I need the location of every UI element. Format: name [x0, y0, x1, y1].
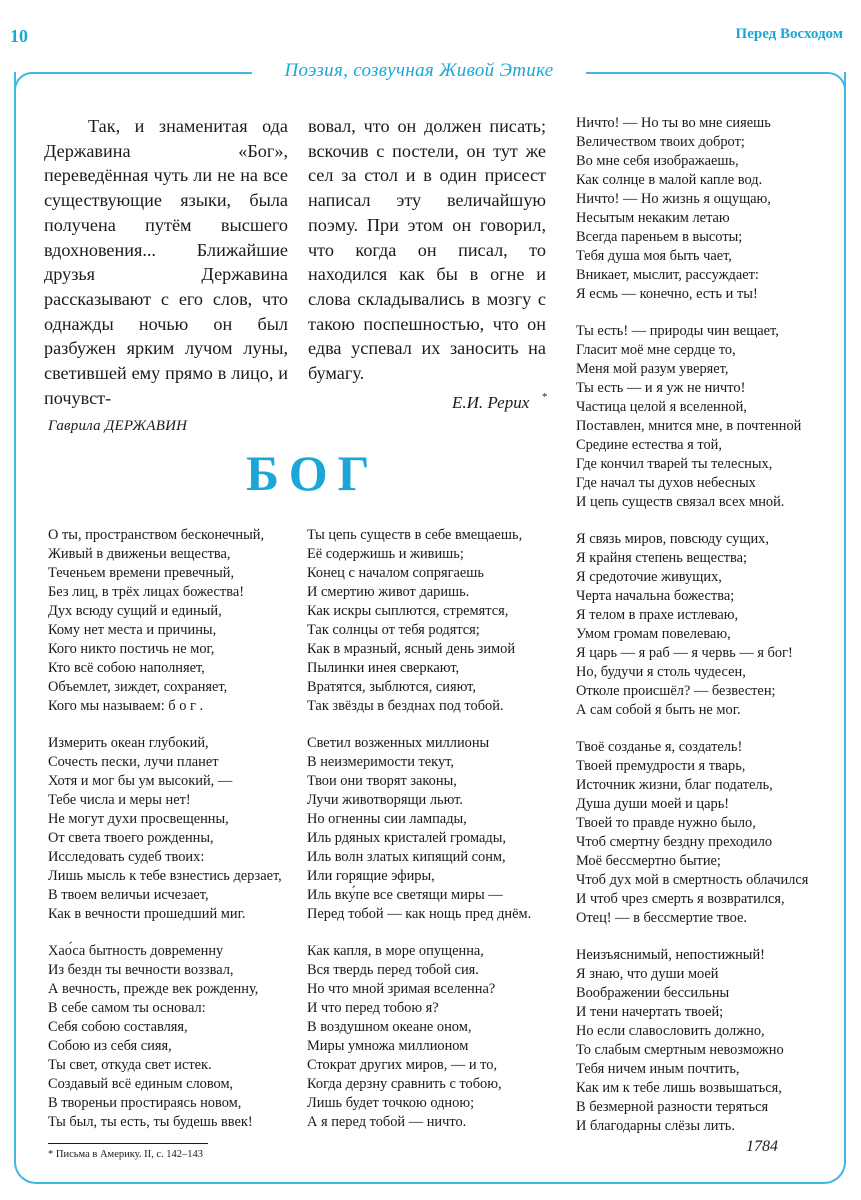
poem-author: Гаврила ДЕРЖАВИН	[48, 418, 188, 434]
poem-line: Исследовать судеб твоих:	[48, 849, 205, 865]
poem-line: Измерить океан глубокий,	[48, 735, 209, 751]
poem-line: Душа души моей и царь!	[576, 796, 730, 812]
poem-line: Гласит моё мне сердце то,	[576, 342, 736, 358]
poem-line: Её содержишь и живишь;	[307, 546, 464, 562]
poem-line: Средине естества я той,	[576, 437, 722, 453]
poem-stanza	[576, 530, 793, 720]
poem-line: Кто всё собою наполняет,	[48, 660, 205, 676]
poem-stanza	[307, 526, 522, 716]
poem-line: Чтоб дух мой в смертность облачился	[576, 872, 809, 888]
poem-line: То слабым смертным невозможно	[576, 1042, 784, 1058]
poem-line: И смертию живот даришь.	[307, 584, 470, 600]
poem-line: Я есмь — конечно, есть и ты!	[576, 286, 758, 302]
intro-signature: Е.И. Рерих	[452, 393, 530, 412]
poem-line: В воздушном океане оном,	[307, 1019, 472, 1035]
poem-stanza	[48, 942, 258, 1132]
poem-line: Отколе происшёл? — безвестен;	[576, 683, 776, 699]
section-title: Поэзия, созвучная Живой Этике	[252, 60, 586, 82]
poem-line: Лишь мысль к тебе взнестись дерзает,	[48, 868, 282, 884]
poem-line: Но если славословить должно,	[576, 1023, 765, 1039]
poem-line: Как искры сыплются, стремятся,	[307, 603, 509, 619]
poem-line: Как капля, в море опущенна,	[307, 943, 484, 959]
poem-line: Так звёзды в безднах под тобой.	[307, 698, 504, 714]
poem-line: От света твоего рожденны,	[48, 830, 214, 846]
poem-line: О ты, пространством бесконечный,	[48, 527, 265, 543]
poem-line: Пылинки инея сверкают,	[307, 660, 460, 676]
poem-line: Как им к тебе лишь возвышаться,	[576, 1080, 782, 1096]
poem-line: И цепь существ связал всех мной.	[576, 494, 785, 510]
poem-line: В себе самом ты основал:	[48, 1000, 206, 1016]
poem-line: Миры умножа миллионом	[307, 1038, 469, 1054]
poem-line: Стократ других миров, — и то,	[307, 1057, 498, 1073]
poem-line: Иль рдяных кристалей громады,	[307, 830, 506, 846]
poem-line: Перед тобой — как нощь пред днём.	[307, 906, 532, 922]
poem-line: Лучи животворящи льют.	[307, 792, 463, 808]
poem-line: Ты есть — и я уж не ничто!	[576, 380, 746, 396]
poem-line: И чтоб чрез смерть я возвратился,	[576, 891, 785, 907]
poem-line: Иль вку́пе все светящи миры —	[307, 887, 503, 903]
poem-line: Твоей то правде нужно было,	[576, 815, 756, 831]
intro-column-1	[44, 114, 288, 410]
poem-line: Я крайня степень вещества;	[576, 550, 747, 566]
poem-line: А я перед тобой — ничто.	[307, 1114, 467, 1130]
poem-line: В неизмеримости текут,	[307, 754, 454, 770]
poem-stanza	[48, 734, 282, 924]
poem-line: Отец! — в бессмертие твое.	[576, 910, 748, 926]
poem-line: Ты есть! — природы чин вещает,	[576, 323, 779, 339]
poem-line: Живый в движеньи вещества,	[48, 546, 231, 562]
poem-line: Я телом в прахе истлеваю,	[576, 607, 739, 623]
poem-line: Хотя и мог бы ум высокий, —	[48, 773, 233, 789]
poem-line: Ты был, ты есть, ты будешь ввек!	[48, 1114, 253, 1130]
poem-line: Твоей премудрости я тварь,	[576, 758, 746, 774]
poem-title: БОГ	[246, 445, 380, 501]
poem-line: Тебя душа моя быть чает,	[576, 248, 732, 264]
poem-line: Всегда пареньем в высоты;	[576, 229, 743, 245]
poem-line: И тени начертать твоей;	[576, 1004, 724, 1020]
poem-line: Вникает, мыслит, рассуждает:	[576, 267, 759, 283]
poem-line: Вратятся, зыблются, сияют,	[307, 679, 476, 695]
intro-column-2: вовал, что он должен писать; вскочив с постели, он тут же сел за стол и в один присест написал эту величайшую поэму. При этом он говорил, что когда он писал, то находился как бы в огне и слова складывались в мозгу с такою поспешностью, что он едва успевал их заносить на бумагу.	[308, 116, 546, 384]
poem-stanza	[307, 942, 502, 1132]
poem-line: Как в вечности прошедший миг.	[48, 906, 246, 922]
poem-line: Частица целой я вселенной,	[576, 399, 747, 415]
poem-stanza	[307, 734, 531, 924]
poem-line: Поставлен, мнится мне, в почтенной	[576, 418, 802, 434]
poem-line: Лишь будет точкою одною;	[307, 1095, 475, 1111]
poem-line: Когда дерзну сравнить с тобою,	[307, 1076, 502, 1092]
footnote: * Письма в Америку. II, с. 142–143	[48, 1149, 204, 1160]
magazine-title: Перед Восходом	[735, 26, 843, 42]
poem-line: Иль волн златых кипящий сонм,	[307, 849, 506, 865]
poem-line: Я знаю, что души моей	[576, 966, 719, 982]
poem-date: 1784	[746, 1138, 778, 1155]
page-number: 10	[10, 26, 28, 46]
poem-line: Где кончил тварей ты телесных,	[576, 456, 773, 472]
poem-line: Где начал ты духов небесных	[576, 475, 756, 491]
poem-line: Без лиц, в трёх лицах божества!	[48, 584, 245, 600]
poem-line: Создавый всё единым словом,	[48, 1076, 234, 1092]
poem-line: Хао́са бытность довременну	[48, 943, 224, 959]
poem-stanza	[576, 114, 771, 304]
poem-line: Конец с началом сопрягаешь	[307, 565, 484, 581]
poem-stanza	[576, 738, 808, 928]
poem-line: Во мне себя изображаешь,	[576, 153, 739, 169]
poem-line: Я средоточие живущих,	[576, 569, 722, 585]
poem-line: А вечность, прежде век рожденну,	[48, 981, 259, 997]
poem-line: В твоем величьи исчезает,	[48, 887, 209, 903]
poem-line: Черта начальна божества;	[576, 588, 735, 604]
poem-line: Несытым некаким летаю	[576, 210, 730, 226]
intro-text-1: Так, и знаменитая ода Державина «Бог», переведённая чуть ли не на все существующие языки, была получена путём высшего вдохновения... Ближайшие друзья Державина рассказывают с его слов, что однажды ночью он был разбужен ярким лучом луны, светившей ему прямо в лицо, и почувст-	[44, 116, 288, 408]
poem-line: Себя собою составляя,	[48, 1019, 188, 1035]
poem-line: Дух всюду сущий и единый,	[48, 603, 222, 619]
poem-line: Как в мразный, ясный день зимой	[307, 641, 516, 657]
poem-line: Сочесть пески, лучи планет	[48, 754, 219, 770]
poem-line: Меня мой разум уверяет,	[576, 361, 729, 377]
poem-line: Вся твердь перед тобой сия.	[307, 962, 479, 978]
frame-top-right	[586, 72, 828, 74]
poem-line: Теченьем времени превечный,	[48, 565, 235, 581]
footnote-divider	[48, 1143, 208, 1144]
footnote-mark: *	[542, 391, 548, 403]
poem-line: Умом громам повелеваю,	[576, 626, 731, 642]
poem-line: Моё бессмертно бытие;	[576, 853, 721, 869]
poem-line: Твоё созданье я, создатель!	[576, 739, 743, 755]
poem-line: Не могут духи просвещенны,	[48, 811, 229, 827]
poem-line: Как солнце в малой капле вод.	[576, 172, 763, 188]
poem-line: Кого никто постичь не мог,	[48, 641, 215, 657]
poem-line: Ничто! — Но жизнь я ощущаю,	[576, 191, 771, 207]
poem-line: И благодарны слёзы лить.	[576, 1118, 735, 1134]
poem-line: Но огненны сии лампады,	[307, 811, 467, 827]
poem-line: Чтоб смертну бездну преходило	[576, 834, 773, 850]
poem-line: Ты цепь существ в себе вмещаешь,	[307, 527, 523, 543]
poem-stanza	[48, 526, 264, 716]
poem-line: Из бездн ты вечности воззвал,	[48, 962, 234, 978]
poem-line: Я связь миров, повсюду сущих,	[576, 531, 769, 547]
poem-line: В твореньи простираясь новом,	[48, 1095, 242, 1111]
poem-line: Ты свет, откуда свет истек.	[48, 1057, 212, 1073]
poem-line: И что перед тобою я?	[307, 1000, 439, 1016]
poem-line: Воображении бессильны	[576, 985, 730, 1001]
poem-line: Я царь — я раб — я червь — я бог!	[576, 645, 793, 661]
poem-stanza	[576, 946, 784, 1136]
poem-line: Так солнцы от тебя родятся;	[307, 622, 480, 638]
poem-line: Ничто! — Но ты во мне сияешь	[576, 115, 771, 131]
poem-line: Твои они творят законы,	[307, 773, 457, 789]
poem-line: Или горящие эфиры,	[307, 868, 435, 884]
poem-line: Величеством твоих доброт;	[576, 134, 745, 150]
poem-line: Но что мной зримая вселенна?	[307, 981, 496, 997]
poem-line: Собою из себя сияя,	[48, 1038, 172, 1054]
poem-line: Кого мы называем: б о г .	[48, 698, 204, 714]
frame-top-left	[30, 72, 252, 74]
poem-line: В безмерной разности теряться	[576, 1099, 769, 1115]
poem-line: Но, будучи я столь чудесен,	[576, 664, 746, 680]
poem-line: Светил возженных миллионы	[307, 735, 490, 751]
poem-line: Источник жизни, благ податель,	[576, 777, 773, 793]
poem-line: Кому нет места и причины,	[48, 622, 217, 638]
poem-stanza	[576, 322, 801, 512]
poem-line: Тебя ничем иным почтить,	[576, 1061, 740, 1077]
poem-line: А сам собой я быть не мог.	[576, 702, 741, 718]
poem-line: Тебе числа и меры нет!	[48, 792, 191, 808]
poem-line: Объемлет, зиждет, сохраняет,	[48, 679, 228, 695]
poem-line: Неизъяснимый, непостижный!	[576, 947, 765, 963]
